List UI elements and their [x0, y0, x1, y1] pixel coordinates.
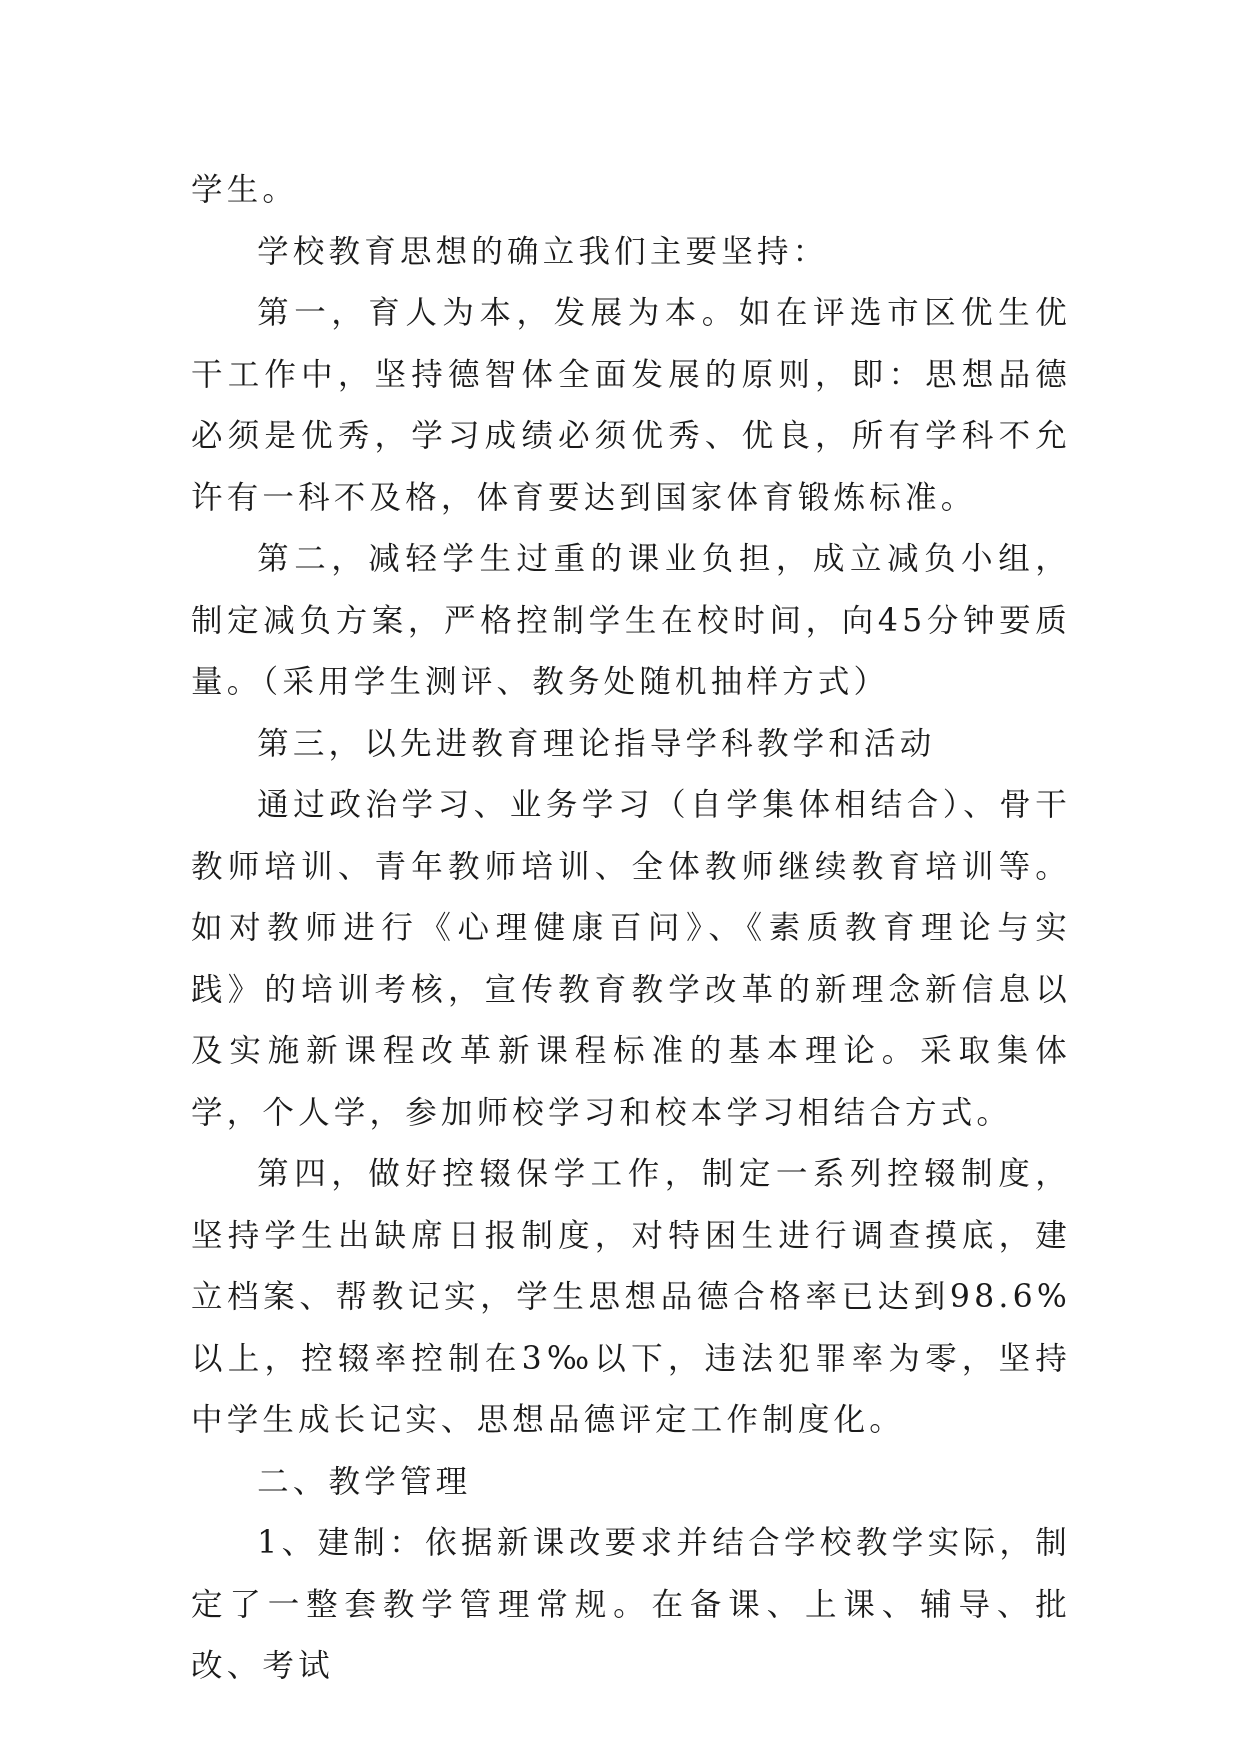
- paragraph-point-four: 第四，做好控辍保学工作，制定一系列控辍制度，坚持学生出缺席日报制度，对特困生进行调查摸底，建立档案、帮教记实，学生思想品德合格率已达到98.6%以上，控辍率控制在3‰以下，违法犯罪率为零，坚持中学生成长记实、思想品德评定工作制度化。: [191, 1156, 1071, 1438]
- paragraph-point-three: 第三，以先进教育理论指导学科教学和活动: [257, 725, 936, 762]
- section-heading-teaching-management: 二、教学管理: [257, 1463, 472, 1500]
- paragraph-point-one: 第一，育人为本，发展为本。如在评选市区优生优干工作中，坚持德智体全面发展的原则，即：思想品德必须是优秀，学习成绩必须优秀、优良，所有学科不允许有一科不及格，体育要达到国家体育锻炼标准。: [191, 295, 1071, 516]
- paragraph-point-two: 第二，减轻学生过重的课业负担，成立减负小组，制定减负方案，严格控制学生在校时间，向45分钟要质量。（采用学生测评、教务处随机抽样方式）: [191, 541, 1071, 700]
- paragraph-continuation: 学生。: [191, 172, 299, 208]
- document-body: [191, 160, 1071, 1698]
- paragraph-education-thought-intro: 学校教育思想的确立我们主要坚持：: [257, 233, 829, 270]
- paragraph-rules-setup: 1、建制：依据新课改要求并结合学校教学实际，制定了一整套教学管理常规。在备课、上课、辅导、批改、考试: [191, 1525, 1071, 1684]
- paragraph-teacher-training: 通过政治学习、业务学习（自学集体相结合）、骨干教师培训、青年教师培训、全体教师继续教育培训等。如对教师进行《心理健康百问》、《素质教育理论与实践》的培训考核，宣传教育教学改革的新理念新信息以及实施新课程改革新课程标准的基本理论。采取集体学，个人学，参加师校学习和校本学习相结合方式。: [191, 787, 1071, 1131]
